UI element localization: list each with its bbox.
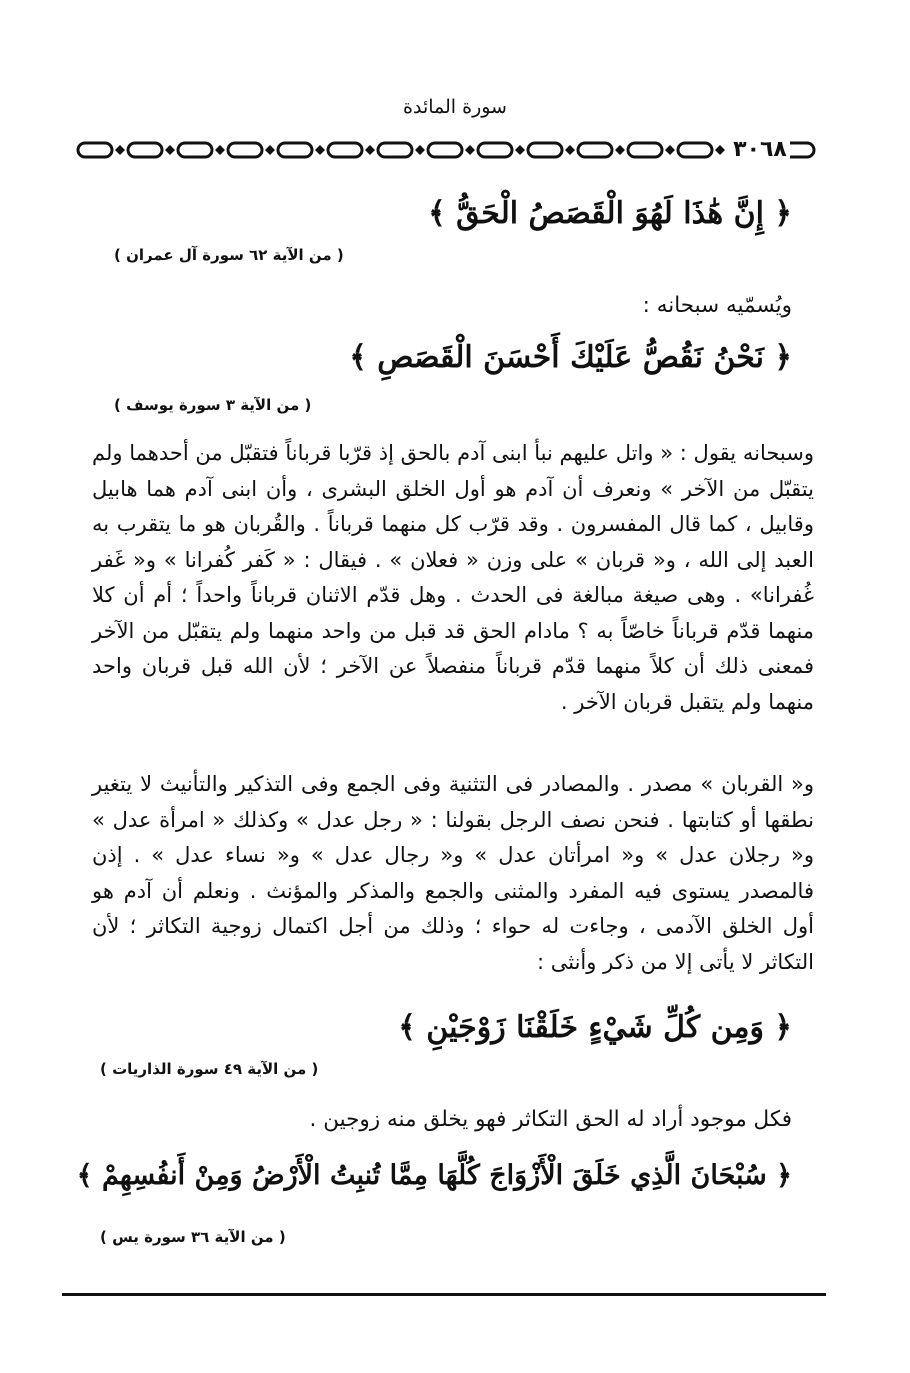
intro-text-2: ويُسمّيه سبحانه : <box>642 293 792 318</box>
quran-verse-4: ﴿ سُبْحَانَ الَّذِي خَلَقَ الْأَزْوَاجَ كُلَّهَا مِمَّا تُنبِتُ الْأَرْضُ وَمِنْ أَنفُسِهِمْ ﴾ <box>76 1160 792 1191</box>
verse-2-reference: ( من الآية ٣ سورة يوسف ) <box>114 396 312 414</box>
ornamental-chain-divider <box>76 138 818 162</box>
body-paragraph-1: وسبحانه يقول : « واتل عليهم نبأ ابنى آدم بالحق إذ قرّبا قرباناً فتقبّل من أحدهما ولم يتقبّل من الآخر » ونعرف أن آدم هو أول الخلق البشرى ، وأن ابنى آدم هما هابيل وقابيل ، كما قال المفسرون . وقد قرّب كل منهما قرباناً . والقُربان هو ما يتقرب به العبد إلى الله ، و« قربان » على وزن « فعلان » . فيقال : « كَفر كُفرانا » و« غَفر غُفرانا» . وهى صيغة مبالغة فى الحدث . وهل قدّم الاثنان قرباناً واحداً ؛ أم أن كلا منهما قدّم قرباناً خاصّاً به ؟ مادام الحق قد قبل من واحد منهما ولم يتقبّل من الآخر فمعنى ذلك أن كلاً منهما قدّم قرباناً منفصلاً عن الآخر ؛ لأن الله قبل قربان واحد منهما ولم يتقبل قربان الآخر . <box>92 441 814 714</box>
quran-verse-3: ﴿ وَمِن كُلِّ شَيْءٍ خَلَقْنَا زَوْجَيْنِ ﴾ <box>398 1010 792 1045</box>
body-paragraph-2: و« القربان » مصدر . والمصادر فى التثنية وفى الجمع وفى التذكير والتأنيث لا يتغير نطقها أو كتابتها . فنحن نصف الرجل بقولنا : « رجل عدل » وكذلك « امرأة عدل » و« رجلان عدل » و« امرأتان عدل » و« رجال عدل » و« نساء عدل » . إذن فالمصدر يستوى فيه المفرد والمثنى والجمع والمذكر والمؤنث . ونعلم أن آدم هو أول الخلق الآدمى ، وجاءت له حواء ؛ وذلك من أجل اكتمال زوجية التكاثر ؛ لأن التكاثر لا يأتى إلا من ذكر وأنثى : <box>92 772 814 974</box>
verse-3-reference: ( من الآية ٤٩ سورة الذاريات ) <box>100 1060 319 1078</box>
page-number: ٣٠٦٨ <box>730 137 790 163</box>
quran-verse-1: ﴿ إِنَّ هَٰذَا لَهُوَ الْقَصَصُ الْحَقُّ ﴾ <box>428 196 792 231</box>
surah-header-title: سورة المائدة <box>403 96 507 118</box>
intro-text-4: فكل موجود أراد له الحق التكاثر فهو يخلق منه زوجين . <box>309 1107 792 1132</box>
bottom-rule <box>62 1293 826 1296</box>
verse-1-reference: ( من الآية ٦٢ سورة آل عمران ) <box>114 246 344 264</box>
verse-4-reference: ( من الآية ٣٦ سورة يس ) <box>100 1228 286 1246</box>
quran-verse-2: ﴿ نَحْنُ نَقُصُّ عَلَيْكَ أَحْسَنَ الْقَصَصِ ﴾ <box>349 340 792 375</box>
